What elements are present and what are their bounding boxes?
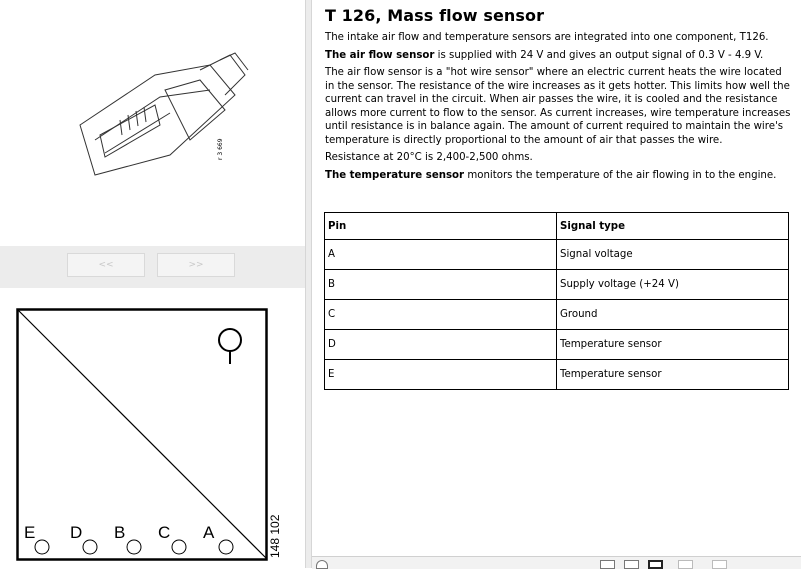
table-row bbox=[325, 300, 789, 330]
table-header-row bbox=[325, 213, 789, 240]
table-row bbox=[325, 330, 789, 360]
previous-button[interactable]: << bbox=[67, 253, 145, 277]
bottom-toolbar bbox=[312, 556, 801, 569]
temperature-sensor-text: monitors the temperature of the air flowing in to the engine. bbox=[464, 169, 777, 181]
connector-pin-diagram bbox=[16, 308, 268, 562]
pin-cell: A bbox=[325, 240, 557, 270]
signal-cell: Signal voltage bbox=[557, 240, 789, 270]
document-content bbox=[325, 6, 793, 186]
table-row bbox=[325, 240, 789, 270]
resistance-paragraph: Resistance at 20°C is 2,400-2,500 ohms. bbox=[325, 152, 533, 163]
pin-d-hole bbox=[83, 540, 97, 554]
air-flow-sensor-term: The air flow sensor bbox=[325, 49, 435, 61]
intro-paragraph: The intake air flow and temperature sensors are integrated into one component, T126. bbox=[325, 32, 769, 43]
column-header-pin: Pin bbox=[325, 213, 557, 240]
pin-b-hole bbox=[127, 540, 141, 554]
pin-cell: C bbox=[325, 300, 557, 330]
page-title: T 126, Mass flow sensor bbox=[325, 6, 545, 25]
table-row bbox=[325, 360, 789, 390]
pin-label-b: B bbox=[114, 523, 126, 542]
pin-a-hole bbox=[219, 540, 233, 554]
signal-cell: Temperature sensor bbox=[557, 330, 789, 360]
figure-code: r 3 669 bbox=[217, 138, 224, 160]
column-header-signal-type: Signal type bbox=[557, 213, 789, 240]
pin-label-a: A bbox=[203, 523, 215, 542]
pin-label-e: E bbox=[24, 523, 36, 542]
table-row bbox=[325, 270, 789, 300]
pin-e-hole bbox=[35, 540, 49, 554]
pin-table bbox=[324, 212, 789, 390]
pin-label-d: D bbox=[70, 523, 83, 542]
panel-splitter[interactable] bbox=[305, 0, 312, 568]
air-flow-sensor-text: is supplied with 24 V and gives an output signal of 0.3 V - 4.9 V. bbox=[434, 49, 764, 61]
signal-cell: Temperature sensor bbox=[557, 360, 789, 390]
hot-wire-paragraph: The air flow sensor is a "hot wire sensor" where an electric current heats the wire located in the sensor. The resistance of the wire increases as it gets hotter. This limits how well the current can travel in the circuit. When air passes the wire, it is cooled and the resistance allows more current to flow to the sensor. As current increases, wire temperature increases until resistance is in balance again. The amount of current required to maintain the wire's temperature is directly proportional to the amount of air that passes the wire. bbox=[325, 67, 791, 146]
pin-c-hole bbox=[172, 540, 186, 554]
pin-label-c: C bbox=[158, 523, 171, 542]
temperature-sensor-term: The temperature sensor bbox=[325, 169, 465, 181]
connector-code: 148 102 bbox=[268, 514, 282, 558]
illustration-panel bbox=[0, 0, 305, 568]
navigation-bar bbox=[0, 246, 305, 288]
temperature-sensor-paragraph bbox=[325, 169, 793, 183]
signal-cell: Ground bbox=[557, 300, 789, 330]
next-button[interactable]: >> bbox=[157, 253, 235, 277]
pin-cell: D bbox=[325, 330, 557, 360]
pin-cell: B bbox=[325, 270, 557, 300]
air-flow-sensor-paragraph bbox=[325, 49, 793, 63]
mass-flow-sensor-illustration bbox=[60, 35, 250, 195]
signal-cell: Supply voltage (+24 V) bbox=[557, 270, 789, 300]
pin-cell: E bbox=[325, 360, 557, 390]
